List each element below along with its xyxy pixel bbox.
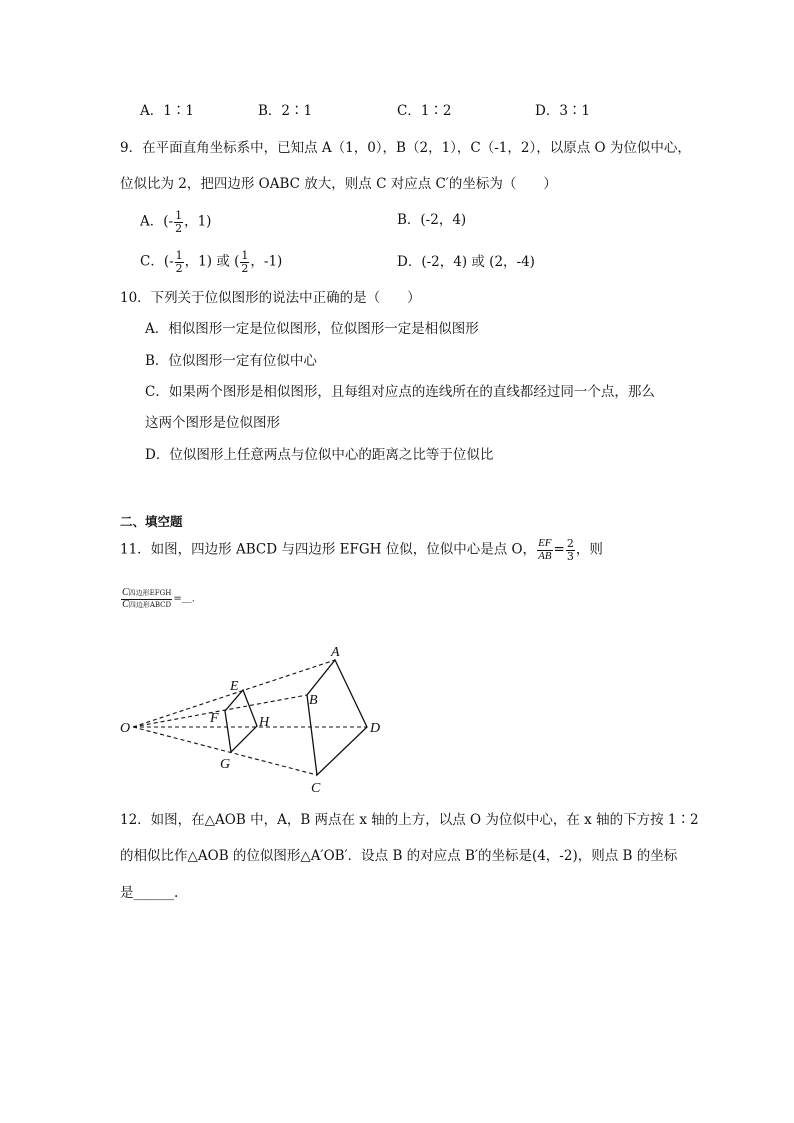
- label-d: D: [370, 721, 381, 736]
- label-c: C: [311, 781, 321, 796]
- q10-option-d: D．位似图形上任意两点与位似中心的距离之比等于位似比: [145, 447, 494, 463]
- label-e: E: [230, 679, 239, 694]
- quad-efgh: [225, 690, 257, 752]
- quad-abcd: [307, 660, 367, 775]
- q10-option-a: A．相似图形一定是位似图形，位似图形一定是相似图形: [145, 321, 479, 337]
- q8-option-a: A．1∶1: [140, 103, 194, 119]
- q10-option-c-line1: C．如果两个图形是相似图形，且每组对应点的连线所在的直线都经过同一个点，那么: [145, 384, 655, 400]
- q10-stem: 10．下列关于位似图形的说法中正确的是（ ）: [120, 290, 421, 306]
- q12-line2: 的相似比作△AOB 的位似图形△A′OB′．设点 B 的对应点 B′的坐标是(4，-2)，则点 B 的坐标: [120, 848, 678, 864]
- label-g: G: [220, 757, 231, 772]
- q9-option-d: D．(-2，4) 或 (2，-4): [397, 254, 535, 270]
- label-f: F: [210, 711, 219, 726]
- q12-line1: 12．如图，在△AOB 中，A，B 两点在 x 轴的上方，以点 O 为位似中心，在 x 轴的下方按 1∶2: [120, 812, 699, 828]
- q9-option-b: B．(-2，4): [397, 212, 467, 228]
- section-title: 二、填空题: [120, 514, 183, 529]
- q11-stem: 11．如图，四边形 ABCD 与四边形 EFGH 位似，位似中心是点 O， $\frac{EF}{AB}$ = $\frac{2}{3}$ ，则: [120, 537, 603, 563]
- label-h: H: [259, 715, 270, 730]
- label-a: A: [331, 645, 340, 660]
- q8-option-b: B．2∶1: [258, 103, 313, 119]
- q9-option-a: A．(- $\frac{1}{2}$ ，1): [140, 209, 212, 235]
- q9-option-c: C．(- $\frac{1}{2}$ ，1) 或 ( $\frac{1}{2}$ ，-1): [140, 249, 283, 275]
- q9-stem-line1: 9．在平面直角坐标系中，已知点 A（1，0），B（2，1），C（-1，2），以原点 O 为位似中心，: [120, 140, 691, 156]
- q11-ratio: $\frac{\text{C四边形EFGH}}{\text{C四边形ABCD}}$ =＿.: [122, 587, 195, 610]
- dashed-line-ob: [133, 695, 307, 727]
- q8-option-c: C．1∶2: [397, 103, 452, 119]
- q10-option-c-line2: 这两个图形是位似图形: [145, 415, 280, 431]
- label-b: B: [309, 693, 318, 708]
- q10-option-b: B．位似图形一定有位似中心: [145, 353, 317, 369]
- q9-stem-line2: 位似比为 2，把四边形 OABC 放大，则点 C 对应点 C′的坐标为（ ）: [120, 176, 557, 192]
- q8-option-d: D．3∶1: [535, 103, 591, 119]
- q12-line3: 是______.: [120, 885, 179, 901]
- label-o: O: [120, 721, 131, 736]
